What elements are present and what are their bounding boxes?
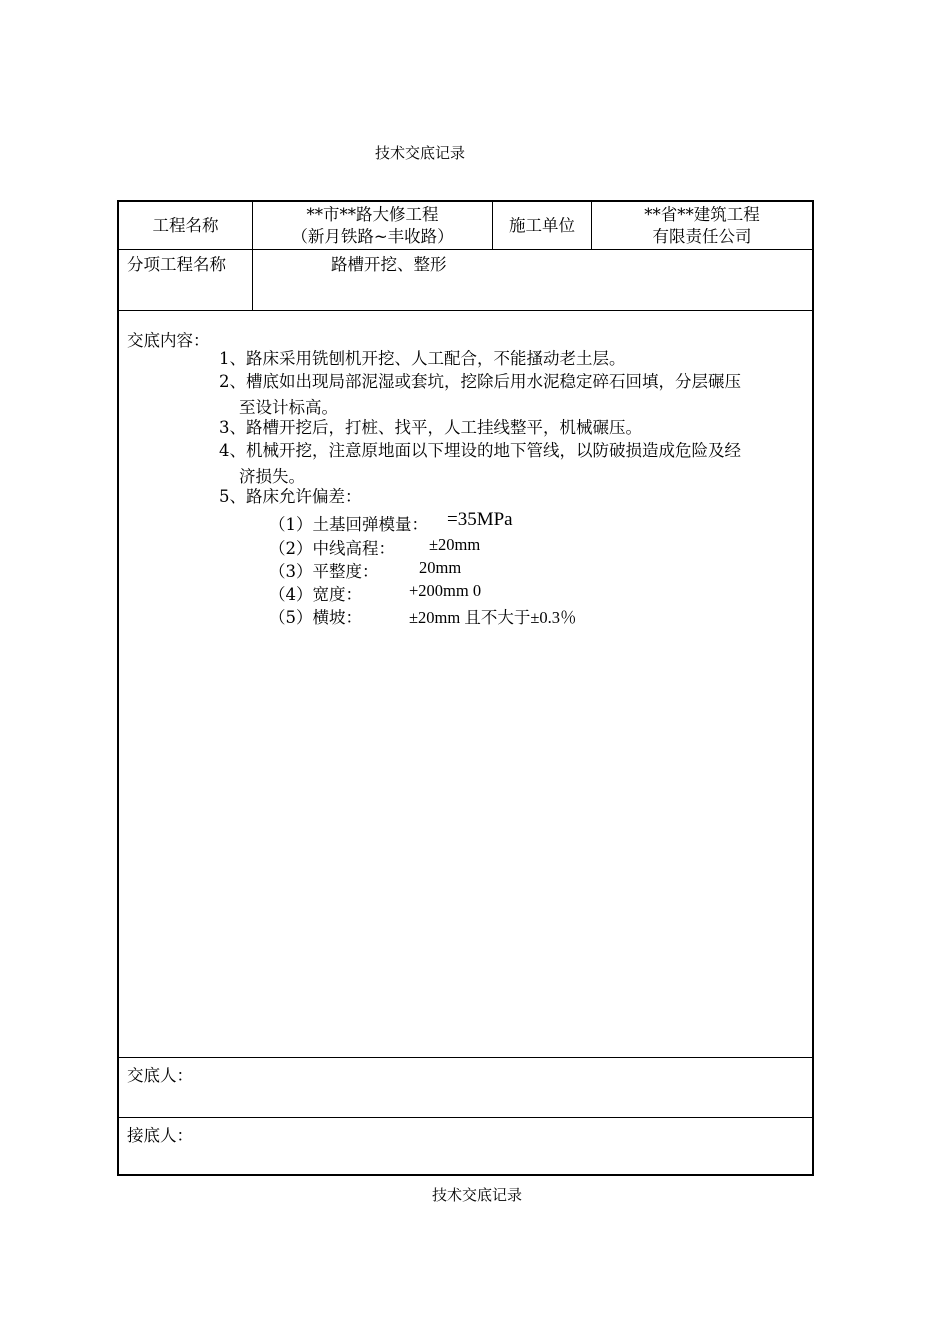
tolerance-label: （1）土基回弹模量：	[269, 515, 428, 534]
tolerance-value: 20mm	[419, 558, 462, 577]
tolerance-row	[269, 558, 462, 582]
row-divider	[119, 1057, 812, 1058]
content-item-continuation: 济损失。	[239, 467, 305, 486]
tolerance-label: （3）平整度：	[269, 562, 379, 581]
project-name-label	[119, 202, 252, 249]
tolerance-label: （2）中线高程：	[269, 539, 395, 558]
content-item: 1、路床采用铣刨机开挖、人工配合，不能搔动老土层。	[219, 349, 626, 368]
project-name-line1: **市**路大修工程	[306, 204, 439, 224]
project-name-label-text: 工程名称	[152, 215, 219, 235]
tolerance-value: =35MPa	[447, 509, 513, 530]
contractor-label-text: 施工单位	[509, 215, 575, 235]
contractor-line1: **省**建筑工程	[644, 204, 760, 224]
project-name-line2: （新月铁路~丰收路）	[291, 226, 454, 246]
contractor-label	[493, 202, 591, 249]
tolerance-row	[269, 581, 482, 605]
row-divider	[119, 1117, 812, 1118]
content-item: 5、路床允许偏差：	[219, 487, 362, 506]
tolerance-row	[269, 509, 513, 535]
handover-person-label: 交底人：	[127, 1066, 193, 1085]
row-divider	[119, 310, 812, 311]
content-item: 3、路槽开挖后，打桩、找平，人工挂线整平，机械碾压。	[219, 418, 642, 437]
tolerance-value: ±20mm	[429, 535, 481, 554]
receiver-person-label: 接底人：	[127, 1126, 193, 1145]
contractor-value	[592, 202, 812, 249]
project-name-value	[253, 202, 492, 249]
tolerance-label: （5）横坡：	[269, 608, 362, 627]
tolerance-value: +200mm 0	[409, 581, 482, 600]
tolerance-value: ±20mm 且不大于±0.3％	[409, 608, 577, 627]
document-title: 技术交底记录	[374, 144, 465, 162]
content-item: 4、机械开挖，注意原地面以下埋设的地下管线，以防破损造成危险及经	[219, 441, 741, 460]
disclosure-form	[117, 200, 814, 1176]
content-item-continuation: 至设计标高。	[239, 398, 338, 417]
content-item: 2、槽底如出现局部泥湿或套坑，挖除后用水泥稳定碎石回填，分层碾压	[219, 372, 741, 391]
subproject-label: 分项工程名称	[127, 255, 226, 274]
tolerance-row	[269, 535, 481, 559]
tolerance-label: （4）宽度：	[269, 585, 362, 604]
subproject-value: 路槽开挖、整形	[331, 255, 447, 274]
contractor-line2: 有限责任公司	[652, 226, 752, 246]
content-label: 交底内容：	[127, 331, 210, 350]
tolerance-row	[269, 604, 577, 628]
row-divider	[119, 249, 812, 250]
page-footer: 技术交底记录	[431, 1186, 522, 1204]
